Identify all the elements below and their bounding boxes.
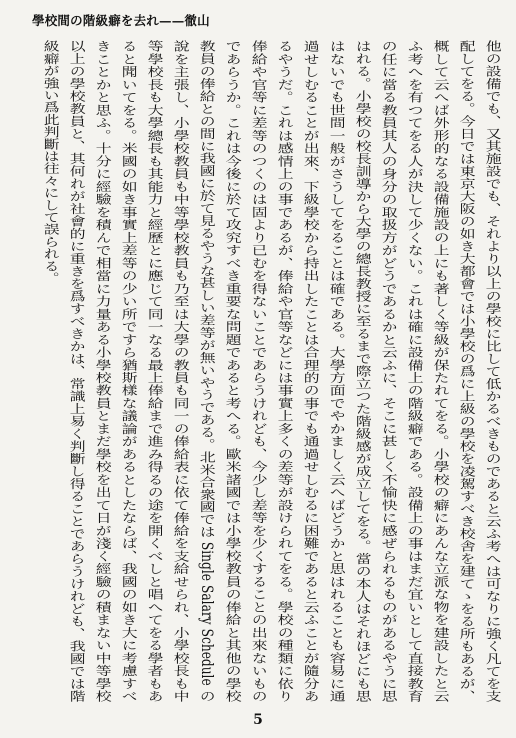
- text-column: きことかと思ふ。十分に經驗を積んで相當に力量ある小學校教員とまだ學校を出て日が淺く經驗の積まない中等學校: [93, 40, 113, 702]
- text-column: 等學校長も大學總長も其能力と經歷とに應じて同一なる最上俸給まで進み得るの途を開くべしと唱へてをる學者もあ: [145, 40, 165, 702]
- text-column: 概して云へば外形的なる設備施設の上にも著しく等級が保たれてをる。小學校の癖にあんな立派な物を建設したと云: [431, 40, 451, 702]
- text-column: 他の設備でも、又其施設でも、それより以上の學校に比して低かるべきものであると云ふ考へは可なりに強く凡てを支: [483, 40, 503, 702]
- text-column: 教員の俸給との間に我國に於て見るやうな甚しい差等が無いやうである。北米合衆國では Single Salary Schedule の: [197, 40, 217, 702]
- vertical-text-body: [38, 40, 506, 702]
- text-column: ると聞いてをる。米國の如き事實上差等の少い所ですら猶斯樣な議論があるとしたならば、我國の如き大に考慮すべ: [119, 40, 139, 702]
- text-column: の任に當る教員其人の身分の取扱方がどうであるかと云ふに、そこに甚しく不愉快に感ぜられるものがあるやうに思: [379, 40, 399, 702]
- text-column: であらうか。これは今後に於て攻究すべき重要な問題であると考へる。歐米諸國では小學校教員の俸給と其他の學校: [223, 40, 243, 702]
- text-column: 說を主張し、小學校教員も中等學校教員も乃至は大學の教員も同一の俸給表に依て俸給を支給せられ、小學校長も中: [171, 40, 191, 702]
- text-column: 級癖が強い爲此判斷は往々にして誤られる。: [41, 40, 61, 284]
- text-column: はれる。小學校の校長訓導から大學の總長教授に至るまで際立つた階級感が成立してをる。當の本人はそれほどにも思: [353, 40, 373, 702]
- text-column: ふ考へを有つてをる人が決して少くない。これは確に設備上の階級癖である。設備上の事はまだ宜いとして直接教育: [405, 40, 425, 702]
- text-column: 俸給や官等に差等のつくのは固より已むを得ないことであらうけれども、今少し差等を少くすることの出來ないもの: [249, 40, 269, 702]
- text-column: るやうだ。これは感情上の事であるが、俸給や官等などには事實上多くの差等が設けられてをる。學校の種類に依り: [275, 40, 295, 702]
- text-column: 配してをる。今日では東京大阪の如き大都會では小學校の爲に上級の學校を凌駕すべき校舎を建てゝをる所もあるが、: [457, 40, 477, 702]
- text-column: はないでも世間一般がさうしてをることは確である。大學方面でやかましく云へばどうかと思はれることも容易に通: [327, 40, 347, 702]
- running-head-title: 學校間の階級癖を去れ——徹山: [32, 13, 210, 28]
- text-column: 以上の學校教員と、其何れが社會的に重きを爲すべきかは、常識上易く判斷し得ることであらうけれども、我國では階: [67, 40, 87, 702]
- text-column: 過せしむることが出來、下級學校から持出したことは合理的の事でも通過せしむるに困難であると云ふことが隨分あ: [301, 40, 321, 702]
- page-number: 5: [253, 712, 263, 728]
